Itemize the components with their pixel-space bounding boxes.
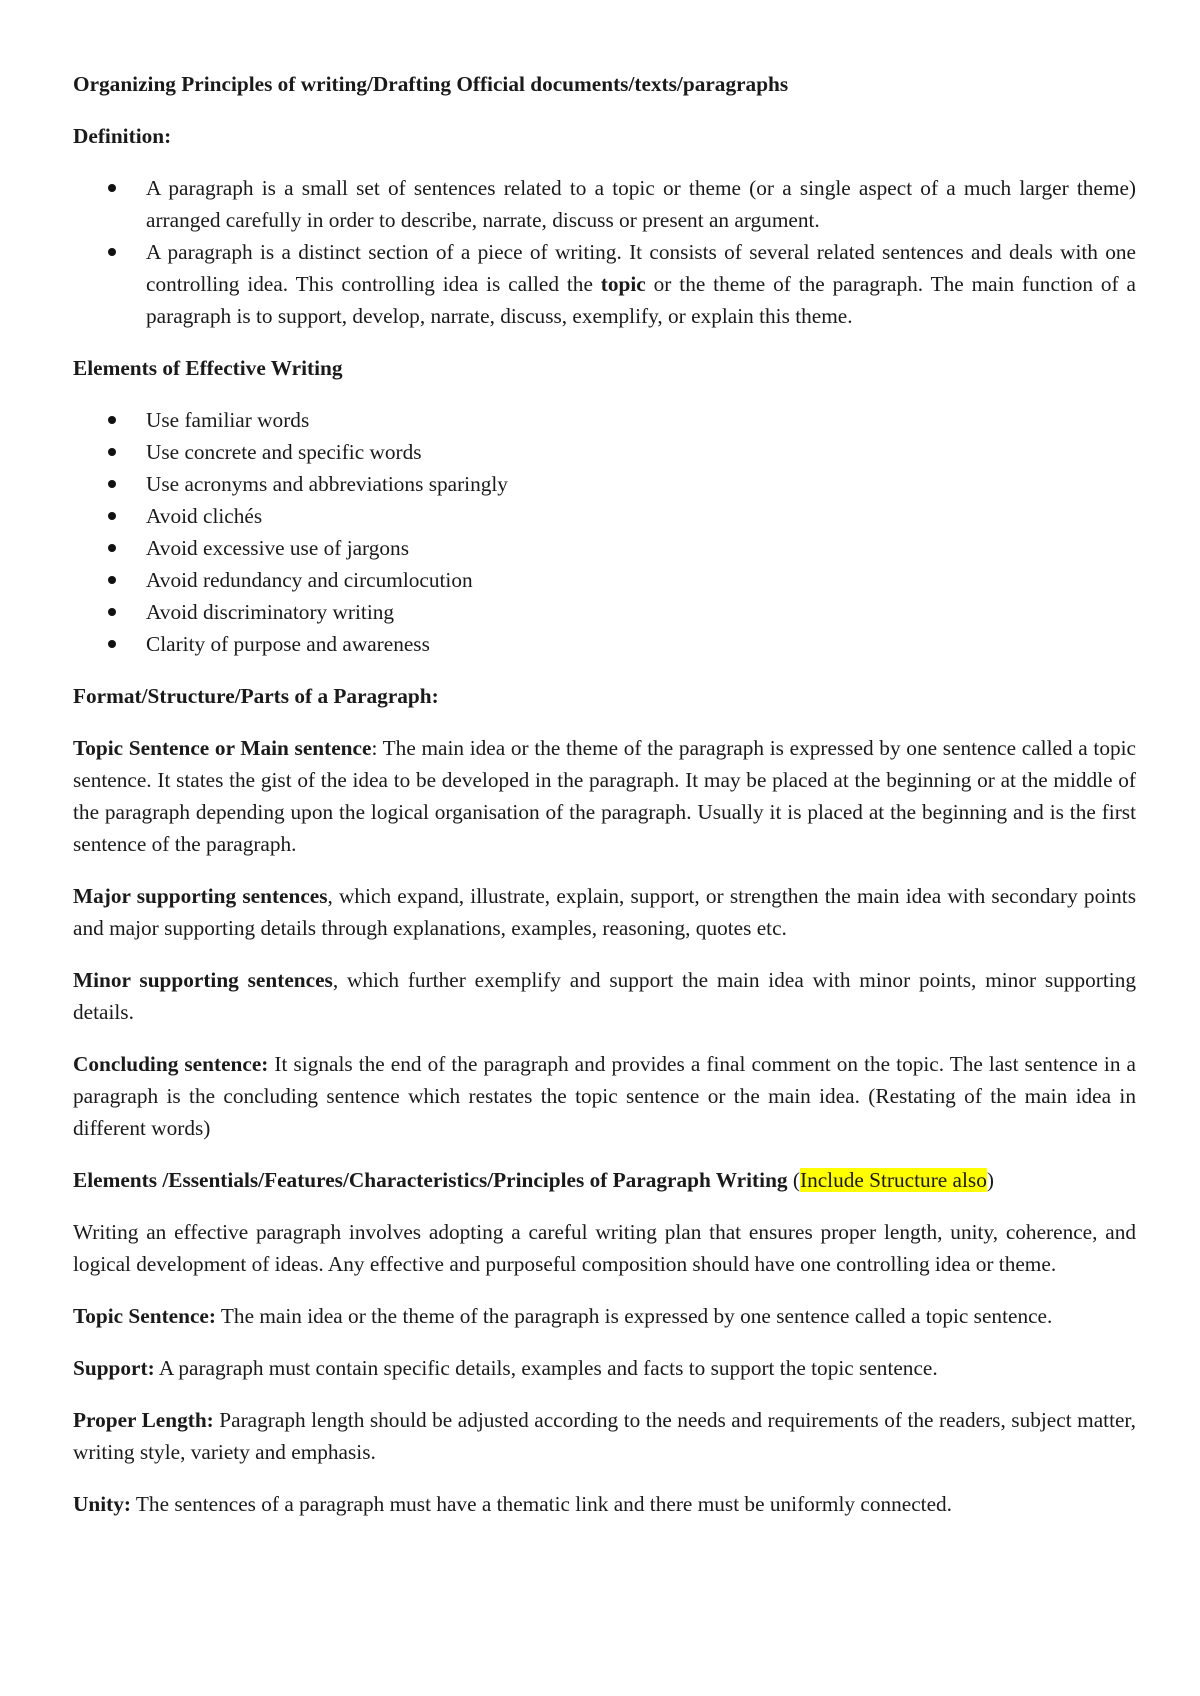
paragraph-label: Unity: <box>73 1492 131 1516</box>
paragraph-text: The main idea or the theme of the paragraph is expressed by one sentence called a topic sentence. <box>215 1304 1053 1328</box>
principle-topic-sentence <box>73 1300 1136 1332</box>
principles-paren-open: ( <box>787 1168 800 1192</box>
concluding-sentence-paragraph <box>73 1048 1136 1144</box>
paragraph-label: Major supporting sentences <box>73 884 328 908</box>
structure-heading: Format/Structure/Parts of a Paragraph: <box>73 684 439 708</box>
paragraph-text: The sentences of a paragraph must have a thematic link and there must be uniformly connected. <box>130 1492 953 1516</box>
principles-intro-paragraph: Writing an effective paragraph involves adopting a careful writing plan that ensures proper length, unity, coherence, and logical development of ideas. Any effective and purposeful composition should have one controlling idea or theme. <box>73 1220 1136 1276</box>
list-item: Avoid clichés <box>146 500 1136 532</box>
list-item: Clarity of purpose and awareness <box>146 628 1136 660</box>
principles-paren-close: ) <box>986 1168 994 1192</box>
definition-item-text-start: A paragraph is a distinct section of a piece of writing. It consists of several related sentences and deals with one controlling idea. This controlling idea is called the <box>146 240 1136 296</box>
major-supporting-paragraph <box>73 880 1136 944</box>
principle-proper-length <box>73 1404 1136 1468</box>
list-item: Avoid discriminatory writing <box>146 596 1136 628</box>
list-item: Avoid excessive use of jargons <box>146 532 1136 564</box>
paragraph-text: , which expand, illustrate, explain, support, or strengthen the main idea with secondary points and major supporting details through explanations, examples, reasoning, quotes etc. <box>73 884 1137 940</box>
principles-heading-text: Elements /Essentials/Features/Characteristics/Principles of Paragraph Writing <box>73 1168 788 1192</box>
effective-writing-heading: Elements of Effective Writing <box>73 356 343 380</box>
list-item: Use acronyms and abbreviations sparingly <box>146 468 1136 500</box>
paragraph-text: A paragraph must contain specific details, examples and facts to support the topic sentence. <box>154 1356 938 1380</box>
list-item: Use concrete and specific words <box>146 436 1136 468</box>
definition-heading: Definition: <box>73 124 172 148</box>
minor-supporting-paragraph <box>73 964 1136 1028</box>
paragraph-label: Support: <box>73 1356 155 1380</box>
definition-item <box>146 172 1136 236</box>
definition-item-text-end: or the theme of the paragraph. The main function of a paragraph is to support, develop, narrate, discuss, exemplify, or explain this theme. <box>146 272 1136 328</box>
paragraph-label: Concluding sentence: <box>73 1052 269 1076</box>
paragraph-label: Minor supporting sentences <box>73 968 333 992</box>
paragraph-text: It signals the end of the paragraph and provides a final comment on the topic. The last sentence in a paragraph is the concluding sentence which restates the topic sentence or the main idea. (Restating of the main idea in different words) <box>73 1052 1136 1140</box>
paragraph-text: Paragraph length should be adjusted according to the needs and requirements of the readers, subject matter, writing style, variety and emphasis. <box>73 1408 1136 1464</box>
paragraph-label: Topic Sentence or Main sentence <box>73 736 372 760</box>
definition-item <box>146 236 1136 332</box>
effective-writing-list <box>73 404 1136 660</box>
definition-list <box>73 172 1136 332</box>
topic-sentence-paragraph <box>73 732 1136 860</box>
definition-item-bold-term: topic <box>600 272 646 296</box>
paragraph-text: , which further exemplify and support the main idea with minor points, minor supporting details. <box>73 968 1136 1024</box>
paragraph-label: Proper Length: <box>73 1408 214 1432</box>
paragraph-label: Topic Sentence: <box>73 1304 216 1328</box>
paragraph-text: : The main idea or the theme of the paragraph is expressed by one sentence called a topic sentence. It states the gist of the idea to be developed in the paragraph. It may be placed at the beginning or at the middle of the paragraph depending upon the logical organisation of the paragraph. Usually it is placed at the beginning and is the first sentence of the paragraph. <box>73 736 1137 856</box>
definition-item-text: A paragraph is a small set of sentences related to a topic or theme (or a single aspect of a much larger theme) arranged carefully in order to describe, narrate, discuss or present an argument. <box>146 176 1136 232</box>
list-item: Avoid redundancy and circumlocution <box>146 564 1136 596</box>
principle-unity <box>73 1488 1136 1520</box>
principle-support <box>73 1352 1136 1384</box>
principles-heading <box>73 1164 1136 1196</box>
document-title: Organizing Principles of writing/Drafting Official documents/texts/paragraphs <box>73 72 789 96</box>
list-item: Use familiar words <box>146 404 1136 436</box>
highlighted-note: Include Structure also <box>799 1168 987 1192</box>
